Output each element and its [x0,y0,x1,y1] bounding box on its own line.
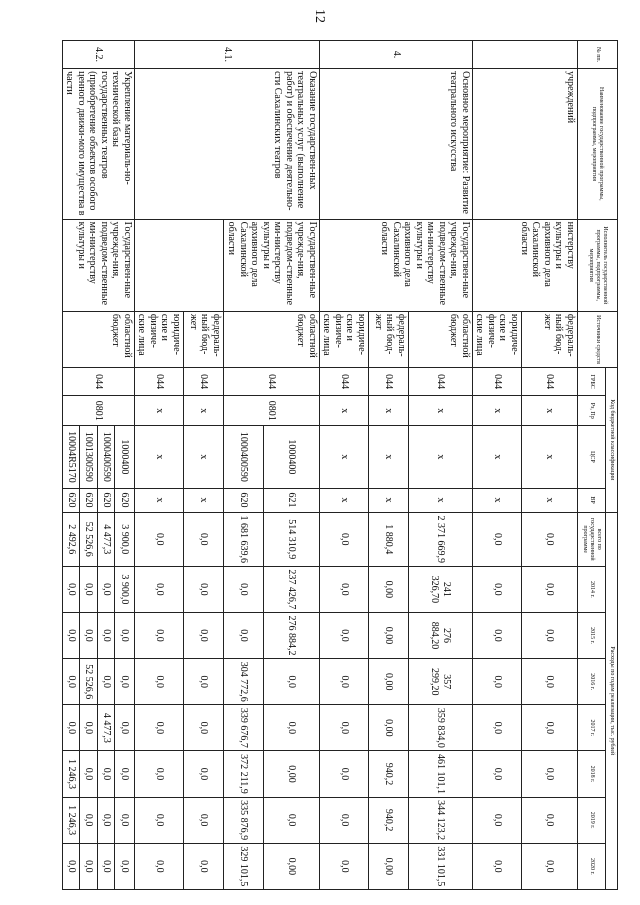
year-value-cell: 0,0 [184,797,224,843]
header-source: Источники средств [578,311,618,367]
year-value-cell: 357 299,20 [409,659,473,705]
grbs-cell: 044 [409,368,473,396]
year-value-cell: 359 834,0 [409,705,473,751]
csr-cell: 1000400 [115,426,135,488]
header-program: Наименование государственной программы, подпрограммы, мероприятия [578,69,618,220]
csr-cell: х [409,426,473,488]
year-value-cell: 0,0 [97,797,114,843]
csr-cell: х [135,426,184,488]
vr-cell: 620 [80,488,97,512]
year-value-cell: 0,0 [320,705,369,751]
total-cell: 0,0 [320,512,369,566]
row-number-cell [473,41,578,69]
total-cell: 0,0 [135,512,184,566]
header-year: 2018 г. [578,751,606,797]
year-value-cell: 0,0 [522,843,578,889]
year-value-cell: 0,0 [80,751,97,797]
executor-cell: Государствен-ные учрежде-ния, подведом-ственные ми-нистерству культуры и архивного дела Сахалинской области [224,219,320,311]
csr-cell: 10004R5170 [63,426,80,488]
year-value-cell: 339 676,7 [224,705,264,751]
year-value-cell: 1 246,3 [63,751,80,797]
year-value-cell: 0,0 [473,797,522,843]
year-value-cell: 0,0 [224,612,264,658]
year-value-cell: 0,0 [522,659,578,705]
executor-cell [135,219,224,311]
row-number-cell: 4. [320,41,473,69]
header-vr: ВР [578,488,606,512]
year-value-cell: 940,2 [369,751,409,797]
year-value-cell: 0,0 [135,705,184,751]
year-value-cell: 0,00 [369,566,409,612]
csr-cell: х [320,426,369,488]
program-name-cell: Основное мероприятие: Развитие театрального искусства [320,69,473,220]
rzpr-cell: х [409,396,473,426]
grbs-cell: 044 [369,368,409,396]
year-value-cell: 0,0 [97,843,114,889]
year-value-cell: 0,0 [63,705,80,751]
year-value-cell: 0,0 [184,751,224,797]
total-cell: 4 477,3 [97,512,114,566]
rzpr-cell: х [522,396,578,426]
year-value-cell: 331 101,5 [409,843,473,889]
page-number: 12 [312,9,327,23]
total-cell: 2 371 669,9 [409,512,473,566]
rzpr-cell: х [135,396,184,426]
funding-source-cell: областной бюджет [224,311,320,367]
vr-cell: 621 [264,488,320,512]
year-value-cell: 0,0 [63,612,80,658]
table-row [264,41,320,890]
csr-cell: 1001300590 [80,426,97,488]
year-value-cell: 0,0 [473,843,522,889]
total-cell: 3 900,0 [115,512,135,566]
csr-cell: х [184,426,224,488]
table-wrapper [64,40,618,890]
funding-source-cell: областной бюджет [63,311,135,367]
header-num: № пп. [578,41,618,69]
year-value-cell: 329 101,5 [224,843,264,889]
year-value-cell: 304 772,6 [224,659,264,705]
total-cell: 52 526,6 [80,512,97,566]
header-year: 2017 г. [578,705,606,751]
csr-cell: 1000400590 [97,426,114,488]
year-value-cell: 0,0 [135,659,184,705]
year-value-cell: 0,0 [97,659,114,705]
csr-cell: х [369,426,409,488]
year-value-cell: 0,0 [184,612,224,658]
year-value-cell: 0,0 [320,659,369,705]
year-value-cell: 0,0 [264,705,320,751]
vr-cell: х [409,488,473,512]
year-value-cell: 344 123,2 [409,797,473,843]
year-value-cell: 0,0 [135,797,184,843]
program-name-cell: Оказание государствен-ных театральных услуг (выполнение работ) и обеспечение деятельно-сти Сахалинских театров [135,69,320,220]
year-value-cell: 0,0 [473,751,522,797]
funding-source-cell: областной бюджет [409,311,473,367]
executor-cell: Государствен-ные учрежде-ния, подведом-ственные ми-нистерству культуры и [63,219,135,311]
year-value-cell: 0,0 [135,751,184,797]
vr-cell: 620 [224,488,264,512]
rzpr-cell: х [320,396,369,426]
year-value-cell: 0,0 [473,659,522,705]
year-value-cell: 0,0 [320,797,369,843]
year-value-cell: 0,0 [115,659,135,705]
year-value-cell: 0,0 [135,612,184,658]
rzpr-cell: х [184,396,224,426]
header-expenses: Расходы по годам реализации, тыс. рублей [606,512,618,889]
year-value-cell: 0,0 [320,612,369,658]
year-value-cell: 0,0 [97,612,114,658]
year-value-cell: 3 900,0 [115,566,135,612]
total-cell: 0,0 [184,512,224,566]
vr-cell: х [184,488,224,512]
budget-table [62,40,618,890]
year-value-cell: 0,0 [320,843,369,889]
year-value-cell: 0,0 [224,566,264,612]
vr-cell: х [473,488,522,512]
year-value-cell: 0,0 [80,612,97,658]
vr-cell: х [369,488,409,512]
year-value-cell: 372 211,9 [224,751,264,797]
year-value-cell: 52 526,6 [80,659,97,705]
row-number-cell: 4.2. [63,41,135,69]
year-value-cell: 276 884,20 [409,612,473,658]
year-value-cell: 0,0 [522,612,578,658]
funding-source-cell: федераль-ный бюд-жет [184,311,224,367]
vr-cell: х [135,488,184,512]
table-row [115,41,135,890]
funding-source-cell: федераль-ный бюд-жет [522,311,578,367]
rzpr-cell: х [369,396,409,426]
vr-cell: 620 [97,488,114,512]
table-rotated-container [64,40,618,890]
funding-source-cell: федераль-ный бюд-жет [369,311,409,367]
year-value-cell: 940,2 [369,797,409,843]
grbs-cell: 044 [63,368,135,396]
total-cell: 0,0 [473,512,522,566]
total-cell: 1 681 639,6 [224,512,264,566]
year-value-cell: 1 246,3 [63,797,80,843]
year-value-cell: 0,00 [369,659,409,705]
year-value-cell: 0,0 [522,566,578,612]
year-value-cell: 237 426,7 [264,566,320,612]
header-year: 2019 г. [578,797,606,843]
grbs-cell: 044 [224,368,320,396]
year-value-cell: 0,0 [522,797,578,843]
year-value-cell: 0,0 [184,659,224,705]
year-value-cell: 4 477,3 [97,705,114,751]
year-value-cell: 0,0 [522,705,578,751]
header-year: 2015 г. [578,612,606,658]
year-value-cell: 0,00 [369,612,409,658]
header-executor: Исполнитель государственной программы, подпрограммы, мероприятия [578,219,618,311]
header-csr: ЦСР [578,426,606,488]
funding-source-cell: юридиче-ские и физиче-ские лица [135,311,184,367]
program-name-cell: Укрепление материаль-но-технической базы государственных театров (приобретение объектов особого ценного движи-мого имущества в части [63,69,135,220]
grbs-cell: 044 [522,368,578,396]
year-value-cell: 0,00 [369,843,409,889]
year-value-cell: 0,0 [80,566,97,612]
vr-cell: х [522,488,578,512]
program-name-cell: учреждений [473,69,578,220]
year-value-cell: 0,0 [184,843,224,889]
year-value-cell: 461 101,1 [409,751,473,797]
year-value-cell: 0,0 [184,705,224,751]
year-value-cell: 0,0 [115,705,135,751]
year-value-cell: 0,0 [184,566,224,612]
vr-cell: х [320,488,369,512]
year-value-cell: 0,0 [264,797,320,843]
vr-cell: 620 [115,488,135,512]
vr-cell: 620 [63,488,80,512]
total-cell: 0,0 [522,512,578,566]
year-value-cell: 0,0 [473,566,522,612]
csr-cell: х [473,426,522,488]
year-value-cell: 0,0 [522,751,578,797]
year-value-cell: 241 326,70 [409,566,473,612]
year-value-cell: 0,0 [97,566,114,612]
year-value-cell: 0,0 [80,705,97,751]
csr-cell: 1000400 [264,426,320,488]
grbs-cell: 044 [135,368,184,396]
funding-source-cell: юридиче-ские и физиче-ские лица [320,311,369,367]
csr-cell: 1000400590 [224,426,264,488]
year-value-cell: 0,0 [264,659,320,705]
table-row [409,41,473,890]
header-year: 2016 г. [578,659,606,705]
funding-source-cell: юридиче-ские и физиче-ские лица [473,311,522,367]
total-cell: 2 492,6 [63,512,80,566]
row-number-cell: 4.1. [135,41,320,69]
year-value-cell: 0,00 [369,705,409,751]
grbs-cell: 044 [320,368,369,396]
header-total: всего по государственной программе [578,512,606,566]
year-value-cell: 0,0 [80,843,97,889]
rzpr-cell: 0801 [224,396,320,426]
year-value-cell: 0,0 [63,843,80,889]
year-value-cell: 0,0 [320,751,369,797]
year-value-cell: 0,00 [264,751,320,797]
table-row [522,41,578,890]
header-year: 2014 г. [578,566,606,612]
year-value-cell: 0,0 [115,797,135,843]
year-value-cell: 0,0 [115,843,135,889]
header-year: 2020 г. [578,843,606,889]
header-rzpr: Рз, Пр [578,396,606,426]
year-value-cell: 276 884,2 [264,612,320,658]
grbs-cell: 044 [184,368,224,396]
total-cell: 514 310,9 [264,512,320,566]
year-value-cell: 0,0 [473,705,522,751]
grbs-cell: 044 [473,368,522,396]
csr-cell: х [522,426,578,488]
total-cell: 1 880,4 [369,512,409,566]
rzpr-cell: х [473,396,522,426]
year-value-cell: 335 876,9 [224,797,264,843]
year-value-cell: 0,0 [135,843,184,889]
year-value-cell: 0,0 [115,751,135,797]
year-value-cell: 0,0 [80,797,97,843]
executor-cell: нистерству культуры и архивного дела Сахалинской области [473,219,578,311]
year-value-cell: 0,0 [320,566,369,612]
rzpr-cell: 0801 [63,396,135,426]
year-value-cell: 0,0 [97,751,114,797]
year-value-cell: 0,0 [135,566,184,612]
year-value-cell: 0,0 [63,659,80,705]
table-body [63,41,578,890]
header-grbs: ГРБС [578,368,606,396]
year-value-cell: 0,0 [63,566,80,612]
year-value-cell: 0,0 [473,612,522,658]
header-kbk: Код бюджетной классификации [606,368,618,513]
executor-cell: Государствен-ные учрежде-ния, подведом-ственные ми-нистерству культуры и архивного дела Сахалинской области [320,219,473,311]
year-value-cell: 0,0 [115,612,135,658]
year-value-cell: 0,00 [264,843,320,889]
